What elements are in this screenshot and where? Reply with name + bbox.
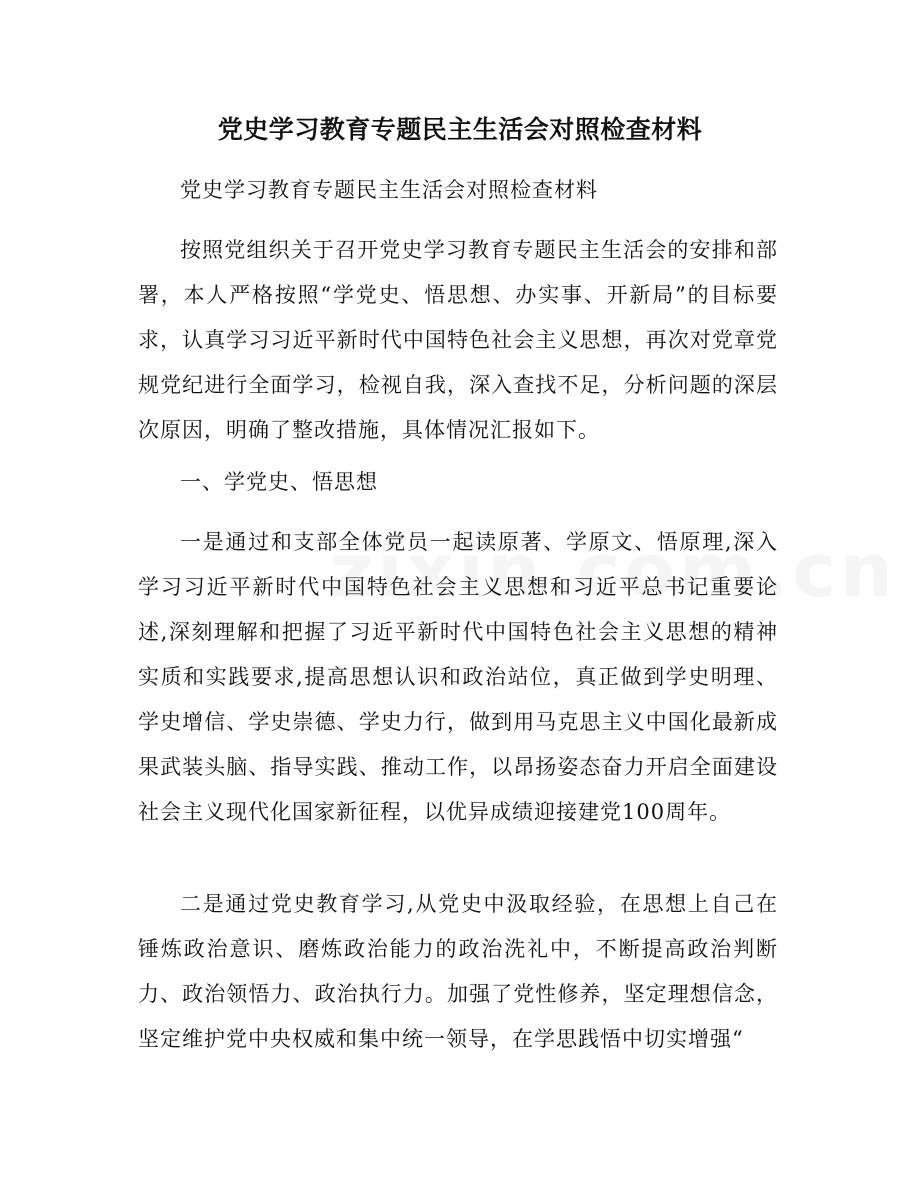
document-subtitle: 党史学习教育专题民主生活会对照检查材料 [180, 178, 598, 202]
paragraph-point-2: 二是通过党史教育学习,从党史中汲取经验，在思想上自己在锤炼政治意识、磨炼政治能力的政治洗礼中，不断提高政治判断力、政治领悟力、政治执行力。加强了党性修养，坚定理想信念，坚定维护党中央权威和集中统一领导，在学思践悟中切实增强“ [138, 892, 778, 1051]
paragraph-point-1: 一是通过和支部全体党员一起读原著、学原文、悟原理,深入学习习近平新时代中国特色社会主义思想和习近平总书记重要论述,深刻理解和把握了习近平新时代中国特色社会主义思想的精神实质和实践要求,提高思想认识和政治站位，真正做到学史明理、学史增信、学史崇德、学史力行，做到用马克思主义中国化最新成果武装头脑、指导实践、推动工作，以昂扬姿态奋力开启全面建设社会主义现代化国家新征程，以优异成绩迎接建党100周年。 [138, 530, 778, 824]
document-title: 党史学习教育专题民主生活会对照检查材料 [217, 115, 703, 144]
paragraph-intro: 按照党组织关于召开党史学习教育专题民主生活会的安排和部署，本人严格按照“学党史、悟思想、办实事、开新局”的目标要求，认真学习习近平新时代中国特色社会主义思想，再次对党章党规党纪进行全面学习，检视自我，深入查找不足，分析问题的深层次原因，明确了整改措施，具体情况汇报如下。 [138, 238, 778, 442]
section-heading-1: 一、学党史、悟思想 [180, 470, 378, 494]
